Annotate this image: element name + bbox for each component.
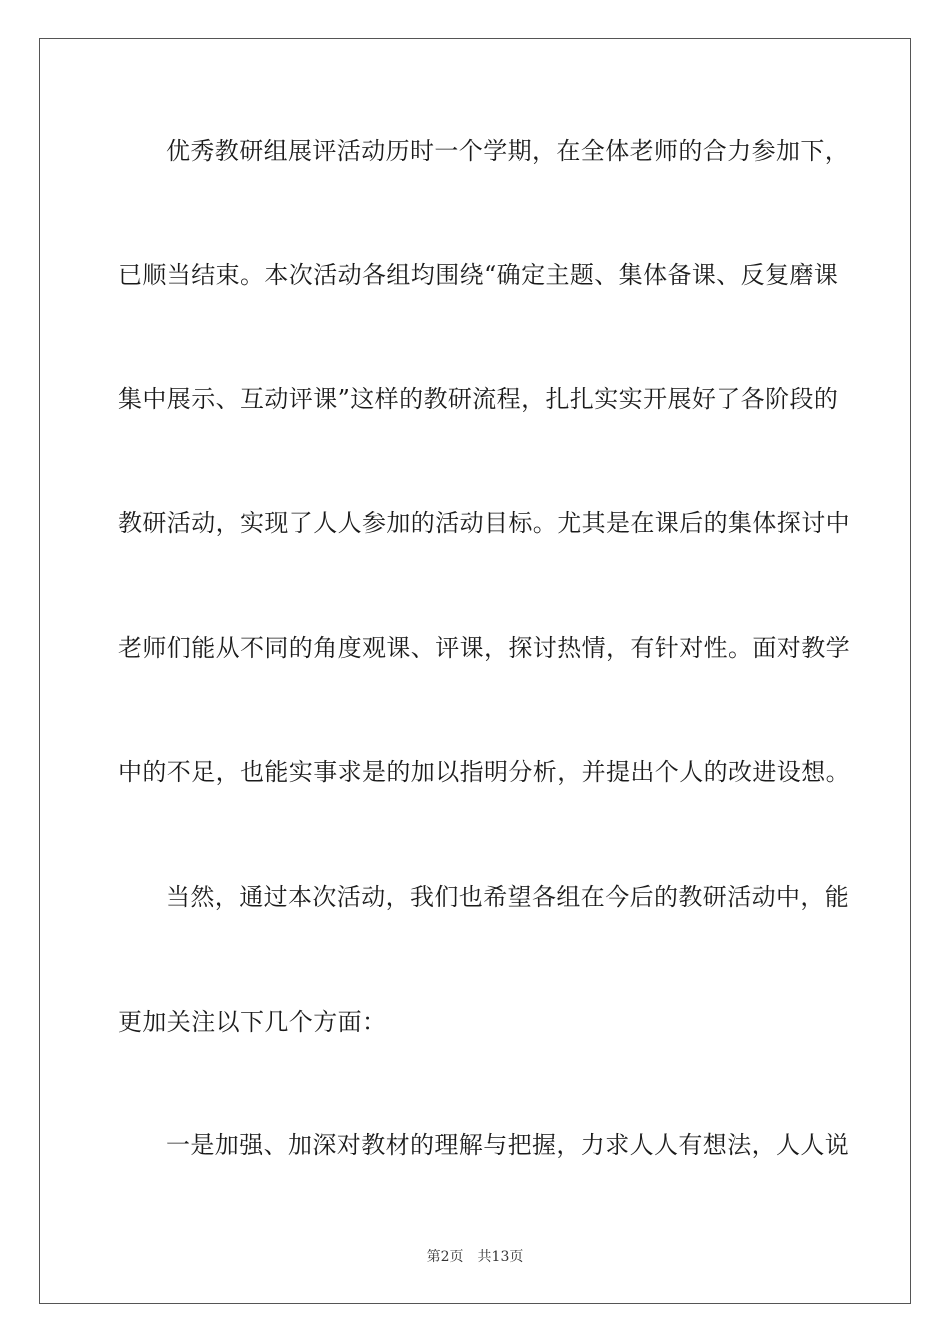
paragraph-1-line-1: 优秀教研组展评活动历时一个学期，在全体老师的合力参加下，	[166, 137, 850, 165]
paragraph-2-line-2: 更加关注以下几个方面：	[118, 1008, 387, 1036]
page-border	[39, 38, 911, 1304]
paragraph-1-line-4: 教研活动，实现了人人参加的活动目标。尤其是在课后的集体探讨中	[118, 509, 850, 537]
paragraph-2-line-1: 当然，通过本次活动，我们也希望各组在今后的教研活动中，能	[166, 883, 850, 911]
paragraph-3-line-1: 一是加强、加深对教材的理解与把握，力求人人有想法，人人说	[166, 1131, 850, 1159]
paragraph-1-line-6: 中的不足，也能实事求是的加以指明分析，并提出个人的改进设想。	[118, 758, 850, 786]
paragraph-1-line-5: 老师们能从不同的角度观课、评课，探讨热情，有针对性。面对教学	[118, 634, 850, 662]
page-number: 第2页	[426, 1249, 464, 1265]
paragraph-1-line-2: 已顺当结束。本次活动各组均围绕“确定主题、集体备课、反复磨课	[118, 261, 839, 289]
page-footer	[0, 1248, 950, 1266]
page-total: 共13页	[477, 1249, 524, 1265]
paragraph-1-line-3: 集中展示、互动评课”这样的教研流程，扎扎实实开展好了各阶段的	[118, 385, 839, 413]
